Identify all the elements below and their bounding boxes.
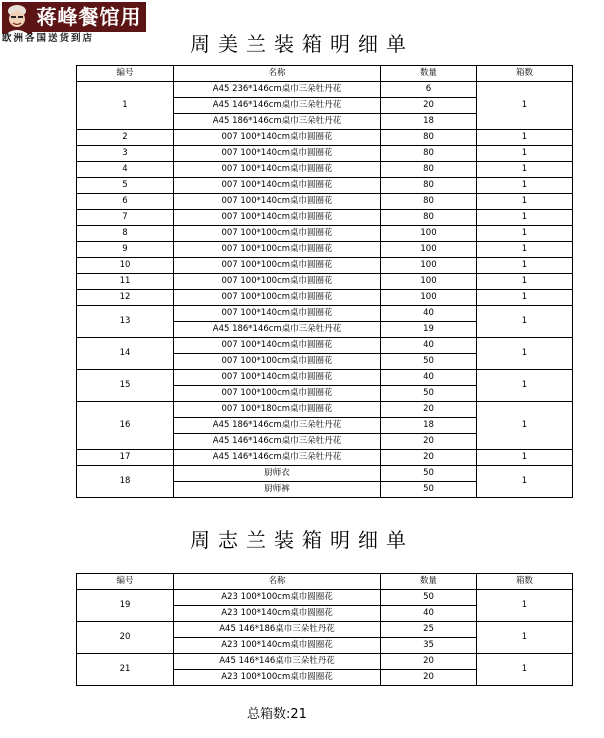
cell-boxes: 1 bbox=[477, 226, 573, 242]
cell-qty: 40 bbox=[381, 306, 477, 322]
cell-qty: 50 bbox=[381, 386, 477, 402]
cell-id: 9 bbox=[77, 242, 174, 258]
table-row bbox=[77, 82, 573, 98]
cell-qty: 20 bbox=[381, 450, 477, 466]
cell-name: 007 100*100cm桌巾圆圈花 bbox=[174, 226, 381, 242]
header-boxes: 箱数 bbox=[477, 66, 573, 82]
table-row bbox=[77, 338, 573, 354]
cell-qty: 100 bbox=[381, 258, 477, 274]
cell-boxes: 1 bbox=[477, 210, 573, 226]
cell-name: A45 146*146cm桌巾三朵牡丹花 bbox=[174, 434, 381, 450]
packing-list-title-2: 周志兰装箱明细单 bbox=[190, 528, 414, 552]
cell-id: 13 bbox=[77, 306, 174, 338]
cell-name: A45 236*146cm桌巾三朵牡丹花 bbox=[174, 82, 381, 98]
cell-name: A45 146*146cm桌巾三朵牡丹花 bbox=[174, 450, 381, 466]
cell-name: A23 100*140cm桌巾圆圈花 bbox=[174, 638, 381, 654]
header-boxes: 箱数 bbox=[477, 574, 573, 590]
header-qty: 数量 bbox=[381, 66, 477, 82]
cell-boxes: 1 bbox=[477, 146, 573, 162]
cell-id: 1 bbox=[77, 82, 174, 130]
cell-name: 007 100*140cm桌巾圆圈花 bbox=[174, 130, 381, 146]
cell-boxes: 1 bbox=[477, 178, 573, 194]
table-row bbox=[77, 450, 573, 466]
packing-list-title-1: 周美兰装箱明细单 bbox=[190, 32, 414, 56]
cell-id: 15 bbox=[77, 370, 174, 402]
cell-name: A23 100*140cm桌巾圆圈花 bbox=[174, 606, 381, 622]
cell-boxes: 1 bbox=[477, 590, 573, 622]
cell-boxes: 1 bbox=[477, 466, 573, 498]
cell-qty: 100 bbox=[381, 226, 477, 242]
cell-id: 16 bbox=[77, 402, 174, 450]
cell-id: 20 bbox=[77, 622, 174, 654]
cell-qty: 80 bbox=[381, 162, 477, 178]
cell-id: 12 bbox=[77, 290, 174, 306]
table-row bbox=[77, 258, 573, 274]
cell-name: 007 100*140cm桌巾圆圈花 bbox=[174, 338, 381, 354]
table-row bbox=[77, 590, 573, 606]
header-id: 编号 bbox=[77, 66, 174, 82]
cell-boxes: 1 bbox=[477, 274, 573, 290]
cell-qty: 35 bbox=[381, 638, 477, 654]
cell-name: 007 100*100cm桌巾圆圈花 bbox=[174, 354, 381, 370]
cell-name: 厨师衣 bbox=[174, 466, 381, 482]
table-row bbox=[77, 226, 573, 242]
cell-boxes: 1 bbox=[477, 370, 573, 402]
cell-boxes: 1 bbox=[477, 402, 573, 450]
cell-name: A23 100*100cm桌巾圆圈花 bbox=[174, 670, 381, 686]
cell-boxes: 1 bbox=[477, 290, 573, 306]
table-row bbox=[77, 130, 573, 146]
cell-qty: 20 bbox=[381, 670, 477, 686]
cell-id: 2 bbox=[77, 130, 174, 146]
table-row bbox=[77, 402, 573, 418]
cell-name: 007 100*140cm桌巾圆圈花 bbox=[174, 146, 381, 162]
table-row bbox=[77, 242, 573, 258]
cell-qty: 100 bbox=[381, 274, 477, 290]
cell-qty: 50 bbox=[381, 590, 477, 606]
cell-name: A45 186*146cm桌巾三朵牡丹花 bbox=[174, 418, 381, 434]
total-boxes: 总箱数:21 bbox=[247, 707, 307, 722]
cell-name: A45 186*146cm桌巾三朵牡丹花 bbox=[174, 322, 381, 338]
cell-name: 007 100*100cm桌巾圆圈花 bbox=[174, 242, 381, 258]
cell-id: 17 bbox=[77, 450, 174, 466]
cell-boxes: 1 bbox=[477, 450, 573, 466]
cell-name: 007 100*180cm桌巾圆圈花 bbox=[174, 402, 381, 418]
table-row bbox=[77, 622, 573, 638]
table-row bbox=[77, 178, 573, 194]
cell-name: 厨师裤 bbox=[174, 482, 381, 498]
cell-name: A45 146*146cm桌巾三朵牡丹花 bbox=[174, 98, 381, 114]
header-id: 编号 bbox=[77, 574, 174, 590]
cell-boxes: 1 bbox=[477, 622, 573, 654]
table-row bbox=[77, 290, 573, 306]
cell-name: 007 100*140cm桌巾圆圈花 bbox=[174, 370, 381, 386]
table-header-row bbox=[77, 574, 573, 590]
cell-id: 14 bbox=[77, 338, 174, 370]
table-row bbox=[77, 306, 573, 322]
cell-boxes: 1 bbox=[477, 194, 573, 210]
cell-qty: 80 bbox=[381, 130, 477, 146]
cell-name: A45 186*146cm桌巾三朵牡丹花 bbox=[174, 114, 381, 130]
cell-qty: 40 bbox=[381, 370, 477, 386]
cell-name: 007 100*140cm桌巾圆圈花 bbox=[174, 178, 381, 194]
cell-boxes: 1 bbox=[477, 242, 573, 258]
cell-boxes: 1 bbox=[477, 258, 573, 274]
header-name: 名称 bbox=[174, 66, 381, 82]
cell-qty: 80 bbox=[381, 194, 477, 210]
cell-boxes: 1 bbox=[477, 654, 573, 686]
cell-name: 007 100*100cm桌巾圆圈花 bbox=[174, 258, 381, 274]
cell-name: 007 100*100cm桌巾圆圈花 bbox=[174, 386, 381, 402]
cell-qty: 6 bbox=[381, 82, 477, 98]
cell-id: 3 bbox=[77, 146, 174, 162]
cell-qty: 100 bbox=[381, 290, 477, 306]
cell-qty: 20 bbox=[381, 402, 477, 418]
cell-qty: 20 bbox=[381, 434, 477, 450]
cell-id: 21 bbox=[77, 654, 174, 686]
table-header-row bbox=[77, 66, 573, 82]
cell-qty: 20 bbox=[381, 98, 477, 114]
cell-qty: 100 bbox=[381, 242, 477, 258]
cell-qty: 40 bbox=[381, 338, 477, 354]
cell-name: A45 146*186桌巾三朵牡丹花 bbox=[174, 622, 381, 638]
table-row bbox=[77, 466, 573, 482]
cell-id: 7 bbox=[77, 210, 174, 226]
cell-boxes: 1 bbox=[477, 162, 573, 178]
table-row bbox=[77, 654, 573, 670]
cell-boxes: 1 bbox=[477, 130, 573, 146]
table-row bbox=[77, 162, 573, 178]
cell-qty: 20 bbox=[381, 654, 477, 670]
cell-boxes: 1 bbox=[477, 306, 573, 338]
cell-qty: 19 bbox=[381, 322, 477, 338]
cell-id: 10 bbox=[77, 258, 174, 274]
packing-list-table-2 bbox=[76, 573, 573, 686]
table-row bbox=[77, 146, 573, 162]
logo-subtitle: 欧洲各国送货到店 bbox=[2, 33, 95, 44]
cell-qty: 80 bbox=[381, 146, 477, 162]
cell-id: 4 bbox=[77, 162, 174, 178]
cell-qty: 50 bbox=[381, 354, 477, 370]
cell-qty: 25 bbox=[381, 622, 477, 638]
cell-name: 007 100*100cm桌巾圆圈花 bbox=[174, 274, 381, 290]
cell-name: 007 100*140cm桌巾圆圈花 bbox=[174, 194, 381, 210]
cell-boxes: 1 bbox=[477, 82, 573, 130]
cell-name: 007 100*140cm桌巾圆圈花 bbox=[174, 162, 381, 178]
header-qty: 数量 bbox=[381, 574, 477, 590]
cell-name: 007 100*140cm桌巾圆圈花 bbox=[174, 306, 381, 322]
cell-name: A45 146*146桌巾三朵牡丹花 bbox=[174, 654, 381, 670]
cell-id: 8 bbox=[77, 226, 174, 242]
packing-list-table-1 bbox=[76, 65, 573, 498]
cell-id: 6 bbox=[77, 194, 174, 210]
cell-id: 19 bbox=[77, 590, 174, 622]
header-name: 名称 bbox=[174, 574, 381, 590]
table-row bbox=[77, 274, 573, 290]
cell-qty: 18 bbox=[381, 418, 477, 434]
cell-qty: 18 bbox=[381, 114, 477, 130]
cell-id: 5 bbox=[77, 178, 174, 194]
logo-title: 蒋峰餐馆用品 bbox=[32, 2, 146, 32]
cell-qty: 50 bbox=[381, 482, 477, 498]
cell-id: 18 bbox=[77, 466, 174, 498]
table-row bbox=[77, 370, 573, 386]
cell-name: 007 100*140cm桌巾圆圈花 bbox=[174, 210, 381, 226]
table-row bbox=[77, 194, 573, 210]
cell-qty: 40 bbox=[381, 606, 477, 622]
cell-qty: 50 bbox=[381, 466, 477, 482]
cell-id: 11 bbox=[77, 274, 174, 290]
cell-boxes: 1 bbox=[477, 338, 573, 370]
cell-name: 007 100*100cm桌巾圆圈花 bbox=[174, 290, 381, 306]
cell-qty: 80 bbox=[381, 178, 477, 194]
cell-qty: 80 bbox=[381, 210, 477, 226]
table-row bbox=[77, 210, 573, 226]
cell-name: A23 100*100cm桌巾圆圈花 bbox=[174, 590, 381, 606]
